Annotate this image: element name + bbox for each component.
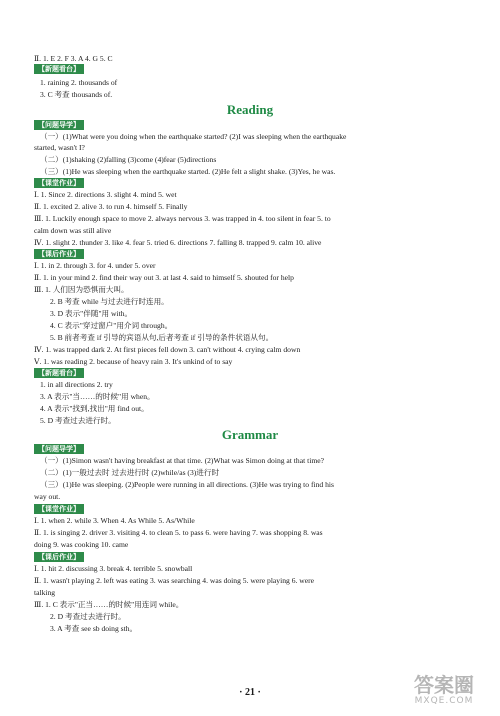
answer-line: （一）(1)What were you doing when the earthquake started? (2)I was sleeping when the earthquake	[40, 132, 347, 141]
answer-line: Ⅳ. 1. was trapped dark 2. At first pieces fell down 3. can't without 4. crying calm down	[34, 345, 301, 354]
watermark-url: MXQE.COM	[414, 696, 474, 706]
answer-line: （一）(1)Simon wasn't having breakfast at that time. (2)What was Simon doing at that time?	[40, 456, 324, 465]
answer-line: Ⅲ. 1. C 表示"正当……的时候"用连词 while。	[34, 600, 184, 609]
page-number: · 21 ·	[239, 687, 261, 698]
answer-line: Ⅱ. 1. E 2. F 3. A 4. G 5. C	[34, 54, 113, 63]
answer-line: Ⅴ. 1. was reading 2. because of heavy rain 3. It's unkind of to say	[34, 357, 233, 366]
answer-line: 3. C 考查 thousands of.	[40, 90, 113, 99]
answer-line: （二）(1)shaking (2)falling (3)come (4)fear (5)directions	[40, 155, 217, 164]
answer-line: （三）(1)He was sleeping when the earthquake started. (2)He felt a slight shake. (3)Yes, he was.	[40, 167, 336, 176]
answer-line: Ⅱ. 1. wasn't playing 2. left was eating 3. was searching 4. was doing 5. were playing 6. were	[34, 576, 315, 585]
answer-line: calm down was still alive	[34, 226, 112, 235]
answer-line: Ⅳ. 1. slight 2. thunder 3. like 4. fear 5. tried 6. directions 7. falling 8. trapped 9. calm 10. alive	[34, 238, 322, 247]
answer-line: Ⅱ. 1. excited 2. alive 3. to run 4. himself 5. Finally	[34, 202, 188, 211]
section-tag-new-questions: 【新题看台】	[34, 368, 84, 378]
answer-line: 5. D 考查过去进行时。	[40, 416, 116, 425]
section-tag-classwork: 【课堂作业】	[34, 178, 84, 188]
answer-line: Ⅰ. 1. when 2. while 3. When 4. As While 5. As/While	[34, 516, 195, 525]
answer-line: 4. A 表示"找到,找出"用 find out。	[40, 404, 149, 413]
answer-line: talking	[34, 588, 56, 597]
answer-line: doing 9. was cooking 10. came	[34, 540, 129, 549]
section-title-grammar: Grammar	[221, 427, 279, 442]
answer-line: 1. raining 2. thousands of	[40, 78, 118, 87]
answer-line: 4. C 表示"穿过窗户"用介词 through。	[50, 321, 173, 330]
section-tag-classwork: 【课堂作业】	[34, 504, 84, 514]
answer-line: Ⅰ. 1. Since 2. directions 3. slight 4. mind 5. wet	[34, 190, 177, 199]
answer-line: 2. B 考查 while 与过去进行时连用。	[50, 297, 169, 306]
answer-line: Ⅱ. 1. in your mind 2. find their way out 3. at last 4. said to himself 5. shouted for help	[34, 273, 294, 282]
section-tag-new-questions: 【新题看台】	[34, 64, 84, 74]
section-tag-homework: 【课后作业】	[34, 249, 84, 259]
answer-line: 3. D 表示"伴随"用 with。	[50, 309, 133, 318]
section-title-reading: Reading	[226, 102, 274, 117]
answer-line: way out.	[34, 492, 61, 501]
answer-line: Ⅲ. 1. 人们因为恐惧而大叫。	[34, 285, 129, 294]
answer-line: 2. D 考查过去进行时。	[50, 612, 126, 621]
answer-line: （二）(1)一般过去时 过去进行时 (2)while/as (3)进行时	[40, 468, 220, 477]
watermark-logo	[394, 674, 494, 706]
answer-line: 1. in all directions 2. try	[40, 380, 113, 389]
answer-line: started, wasn't I?	[34, 143, 85, 152]
section-tag-guided-questions: 【问题导学】	[34, 444, 84, 454]
section-tag-guided-questions: 【问题导学】	[34, 120, 84, 130]
answer-line: 3. A 考查 see sb doing sth。	[50, 624, 138, 633]
watermark-text: 答案圈	[414, 673, 474, 697]
section-tag-homework: 【课后作业】	[34, 552, 84, 562]
answer-line: Ⅱ. 1. is singing 2. driver 3. visiting 4. to clean 5. to pass 6. were having 7. was shopping 8. was	[34, 528, 323, 537]
answer-line: 5. B 前者考查 if 引导的宾语从句,后者考查 if 引导的条件状语从句。	[50, 333, 274, 342]
answer-line: 3. A 表示"当……的时候"用 when。	[40, 392, 155, 401]
answer-line: Ⅰ. 1. hit 2. discussing 3. break 4. terrible 5. snowball	[34, 564, 193, 573]
answer-line: Ⅰ. 1. in 2. through 3. for 4. under 5. over	[34, 261, 156, 270]
answer-line: （三）(1)He was sleeping. (2)People were running in all directions. (3)He was trying to find his	[40, 480, 334, 489]
answer-line: Ⅲ. 1. Luckily enough space to move 2. always nervous 3. was trapped in 4. too silent in fear 5. to	[34, 214, 331, 223]
